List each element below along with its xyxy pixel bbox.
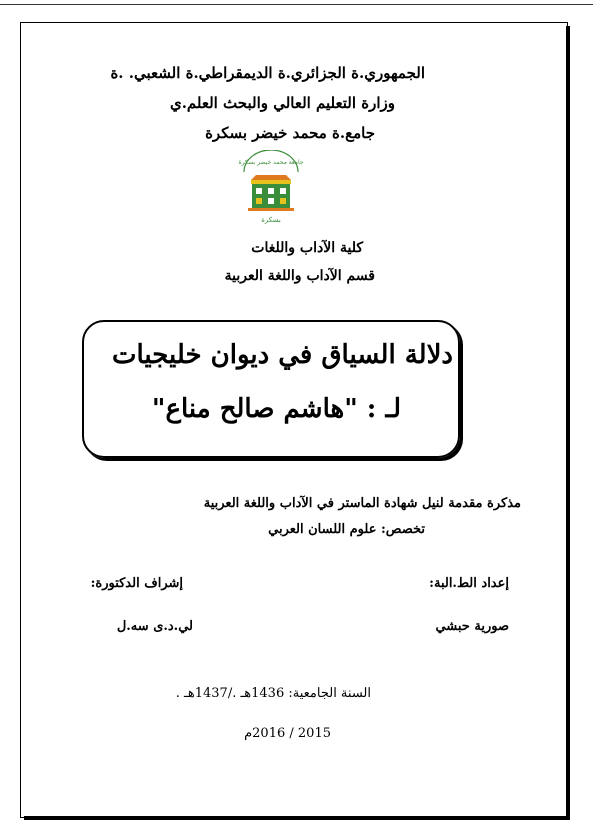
specialty: تخصص: علوم اللسان العربي [268,522,425,537]
seal-bottom-text: بسكرة [261,216,281,224]
top-rule [0,4,593,5]
poet-name: لـ : "هاشم صالح مناع" [151,394,401,424]
university-heading: جامع.ة محمد خيضر بسكرة [205,124,375,142]
student-name: صورية حبشي [435,619,509,634]
supervisor-label: إشراف الدكتورة: [90,576,183,591]
ministry-heading: وزارة التعليم العالي والبحث العلم.ي [169,94,395,112]
seal-top-text: جامعة محمد خيضر بسكرة [238,159,304,166]
supervisor-name: لي.د.ى سه.ل [116,619,193,634]
department-name: قسم الآداب واللغة العربية [224,268,375,284]
thesis-title: دلالة السياق في ديوان خليجيات [112,340,453,370]
university-seal-icon [236,150,306,228]
student-label: إعداد الط.البة: [429,576,509,591]
university-seal-graphic [236,150,306,228]
academic-year: السنة الجامعية: 1436هـ ./1437هـ . [175,686,371,701]
faculty-name: كلية الآداب واللغات [251,240,363,256]
gregorian-year: 2015 / 2016م [244,726,331,741]
memo-purpose: مذكرة مقدمة لنيل شهادة الماستر في الآداب واللغة العربية [203,496,521,511]
republic-heading: الجمهوري.ة الجزائري.ة الديمقراطي.ة الشعبي. .ة [110,64,425,82]
